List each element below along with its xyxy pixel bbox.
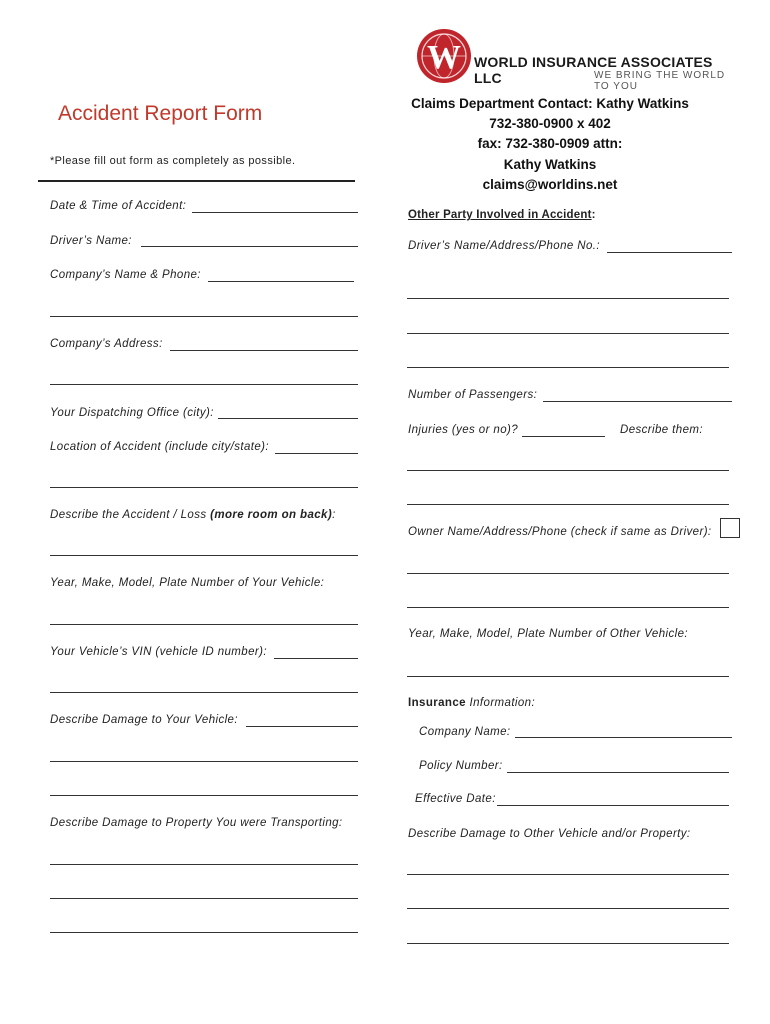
your-vehicle-label: Year, Make, Model, Plate Number of Your Vehicle: xyxy=(50,577,325,589)
company-name-phone-field[interactable] xyxy=(208,281,354,282)
other-driver-info-label: Driver’s Name/Address/Phone No.: xyxy=(408,240,600,252)
contact-fax: fax: 732-380-0909 attn: xyxy=(477,136,623,152)
driver-name-label: Driver’s Name: xyxy=(50,235,132,247)
passengers-label: Number of Passengers: xyxy=(408,389,538,401)
your-vehicle-field[interactable] xyxy=(50,624,358,625)
company-address-field[interactable] xyxy=(170,350,358,351)
contact-name: Kathy Watkins xyxy=(503,156,597,172)
other-party-heading xyxy=(408,209,596,221)
describe-accident-colon: : xyxy=(332,509,336,521)
describe-accident-label xyxy=(50,509,336,521)
other-driver-info-field-3[interactable] xyxy=(407,333,729,334)
damage-property-field[interactable] xyxy=(50,864,358,865)
contact-line-1: Claims Department Contact: Kathy Watkins xyxy=(411,96,689,111)
insurance-company-field[interactable] xyxy=(515,737,732,738)
owner-field[interactable] xyxy=(407,573,729,574)
damage-property-label: Describe Damage to Property You were Transporting: xyxy=(50,817,343,829)
passengers-field[interactable] xyxy=(543,401,732,402)
company-address-field-2[interactable] xyxy=(50,384,358,385)
damage-other-field-2[interactable] xyxy=(407,908,729,909)
describe-accident-field[interactable] xyxy=(50,555,358,556)
company-name: WORLD INSURANCE ASSOCIATES LLC xyxy=(474,54,713,86)
effective-date-label: Effective Date: xyxy=(415,793,496,805)
other-driver-info-field[interactable] xyxy=(607,252,732,253)
describe-them-label: Describe them: xyxy=(620,424,703,436)
contact-phone: 732-380-0900 x 402 xyxy=(489,116,611,132)
damage-other-label: Describe Damage to Other Vehicle and/or Property: xyxy=(408,828,691,840)
claims-contact xyxy=(400,94,700,195)
form-instructions: *Please fill out form as completely as possible. xyxy=(50,155,296,167)
policy-number-label: Policy Number: xyxy=(419,760,503,772)
company-name-phone-field-2[interactable] xyxy=(50,316,358,317)
date-time-label: Date & Time of Accident: xyxy=(50,200,187,212)
same-as-driver-checkbox[interactable] xyxy=(720,518,740,538)
damage-vehicle-field[interactable] xyxy=(246,726,358,727)
injuries-label: Injuries (yes or no)? xyxy=(408,424,519,436)
damage-vehicle-field-2[interactable] xyxy=(50,761,358,762)
driver-name-field[interactable] xyxy=(141,246,358,247)
company-name-phone-label: Company’s Name & Phone: xyxy=(50,269,201,281)
vin-field[interactable] xyxy=(274,658,358,659)
other-driver-info-field-4[interactable] xyxy=(407,367,729,368)
vin-label: Your Vehicle’s VIN (vehicle ID number): xyxy=(50,646,267,658)
damage-vehicle-field-3[interactable] xyxy=(50,795,358,796)
company-address-label: Company’s Address: xyxy=(50,338,163,350)
vin-field-2[interactable] xyxy=(50,692,358,693)
dispatching-office-field[interactable] xyxy=(218,418,358,419)
damage-property-field-3[interactable] xyxy=(50,932,358,933)
title-divider xyxy=(38,180,355,182)
other-party-heading-text: Other Party Involved in Accident xyxy=(408,209,592,221)
insurance-bold: Insurance xyxy=(408,697,466,709)
insurance-company-label: Company Name: xyxy=(419,726,511,738)
damage-vehicle-label: Describe Damage to Your Vehicle: xyxy=(50,714,238,726)
date-time-field[interactable] xyxy=(192,212,358,213)
damage-other-field-3[interactable] xyxy=(407,943,729,944)
owner-field-2[interactable] xyxy=(407,607,729,608)
damage-other-field[interactable] xyxy=(407,874,729,875)
owner-label: Owner Name/Address/Phone (check if same as Driver): xyxy=(408,526,712,538)
more-room-note: (more room on back) xyxy=(210,509,333,521)
location-field[interactable] xyxy=(275,453,358,454)
describe-accident-text: Describe the Accident / Loss xyxy=(50,509,211,521)
other-vehicle-label: Year, Make, Model, Plate Number of Other Vehicle: xyxy=(408,628,688,640)
location-field-2[interactable] xyxy=(50,487,358,488)
injuries-describe-field-2[interactable] xyxy=(407,504,729,505)
injuries-field[interactable] xyxy=(522,436,605,437)
w-globe-logo-icon xyxy=(416,28,472,84)
other-vehicle-field[interactable] xyxy=(407,676,729,677)
insurance-rest: Information: xyxy=(465,697,536,709)
policy-number-field[interactable] xyxy=(507,772,729,773)
form-title: Accident Report Form xyxy=(58,102,263,125)
company-logo xyxy=(416,28,736,92)
injuries-describe-field[interactable] xyxy=(407,470,729,471)
contact-email[interactable]: claims@worldins.net xyxy=(482,176,618,192)
svg-text:W: W xyxy=(427,39,461,76)
dispatching-office-label: Your Dispatching Office (city): xyxy=(50,407,214,419)
damage-property-field-2[interactable] xyxy=(50,898,358,899)
effective-date-field[interactable] xyxy=(497,805,729,806)
other-party-colon: : xyxy=(591,209,596,221)
insurance-info-heading xyxy=(408,697,535,709)
company-tagline: WE BRING THE WORLD TO YOU xyxy=(594,70,726,92)
other-driver-info-field-2[interactable] xyxy=(407,298,729,299)
location-label: Location of Accident (include city/state): xyxy=(50,441,270,453)
